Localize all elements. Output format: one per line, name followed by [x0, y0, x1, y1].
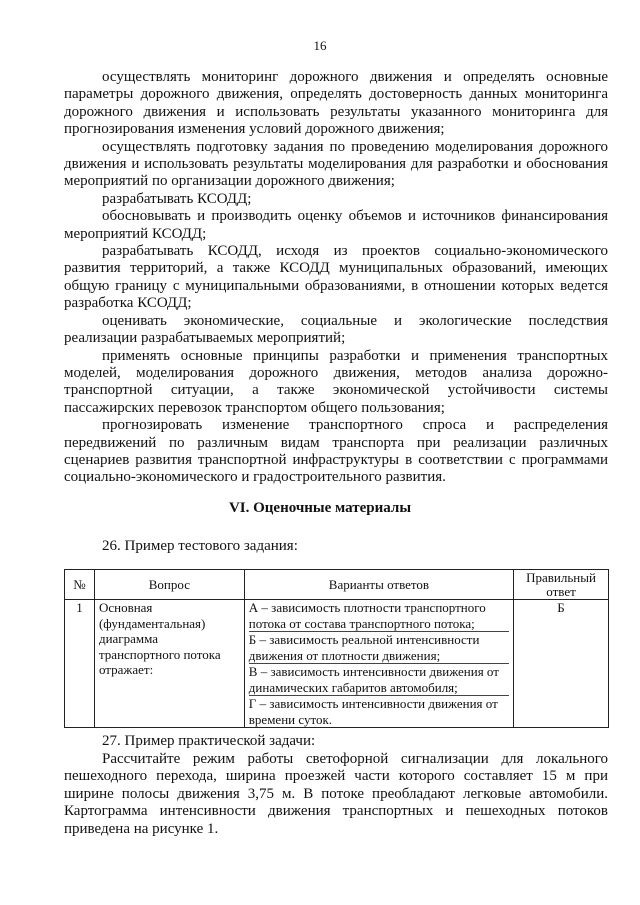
section-heading: VI. Оценочные материалы — [228, 500, 412, 516]
test-caption: 26. Пример тестового задания: — [102, 538, 298, 554]
paragraph: обосновывать и производить оценку объемов и источников финансирования мероприятий КСОДД; — [64, 208, 608, 242]
task-caption: 27. Пример практической задачи: — [102, 733, 316, 749]
test-table — [64, 569, 609, 728]
page-number: 16 — [313, 38, 327, 53]
row-answer: Б — [514, 600, 609, 728]
answer-option: А – зависимость плотности транспортного потока от состава транспортного потока; — [249, 600, 509, 632]
table-row — [65, 600, 609, 728]
paragraph: применять основные принципы разработки и применения транспортных моделей, моделирования дорожного движения, методов анализа дорожно-транспортной ситуации, а также экономической устойчивости системы пассажирских перевозок транспортом общего пользования; — [64, 347, 608, 416]
row-question: Основная (фундаментальная) диаграмма транспортного потока отражает: — [94, 600, 244, 728]
answer-option: В – зависимость интенсивности движения от динамических габаритов автомобиля; — [249, 664, 509, 696]
competency-list — [64, 69, 608, 487]
header-question: Вопрос — [94, 570, 244, 600]
task-text: Рассчитайте режим работы светофорной сигнализации для локального пешеходного перехода, ширина проезжей части которого составляет 15 м при ширине полосы движения 3,75 м. В потоке преобладают легковые автомобили. Картограмма интенсивности движения транспортных и пешеходных потоков приведена на рисунке 1. — [64, 751, 608, 837]
paragraph: оценивать экономические, социальные и экологические последствия реализации разрабатываемых мероприятий; — [64, 312, 608, 347]
paragraph: прогнозировать изменение транспортного спроса и распределения передвижений по различным видам транспорта при реализации различных сценариев развития транспортной инфраструктуры в соответствии с программами социально-экономического и градостроительного развития. — [64, 417, 608, 486]
header-options: Варианты ответов — [244, 570, 513, 600]
answer-option: Б – зависимость реальной интенсивности движения от плотности движения; — [249, 632, 509, 664]
paragraph: разрабатывать КСОДД, исходя из проектов социально-экономического развития территорий, а также КСОДД муниципальных образований, имеющих общую границу с муниципальными образованиями, в отношении которых ведется разработка КСОДД; — [64, 243, 608, 312]
row-number: 1 — [65, 600, 95, 728]
header-number: № — [65, 570, 95, 600]
paragraph: осуществлять мониторинг дорожного движения и определять основные параметры дорожного движения, определять достоверность данных мониторинга дорожного движения и использовать результаты указанного мониторинга для прогнозирования изменения условий дорожного движения; — [64, 69, 608, 138]
paragraph: осуществлять подготовку задания по проведению моделирования дорожного движения и использовать результаты моделирования для разработки и обоснования мероприятий по организации дорожного движения; — [64, 138, 608, 190]
header-answer: Правильный ответ — [514, 570, 609, 600]
paragraph: разрабатывать КСОДД; — [102, 190, 252, 207]
table-header-row — [65, 570, 609, 600]
row-options — [244, 600, 513, 728]
answer-option: Г – зависимость интенсивности движения от времени суток. — [248, 696, 498, 727]
